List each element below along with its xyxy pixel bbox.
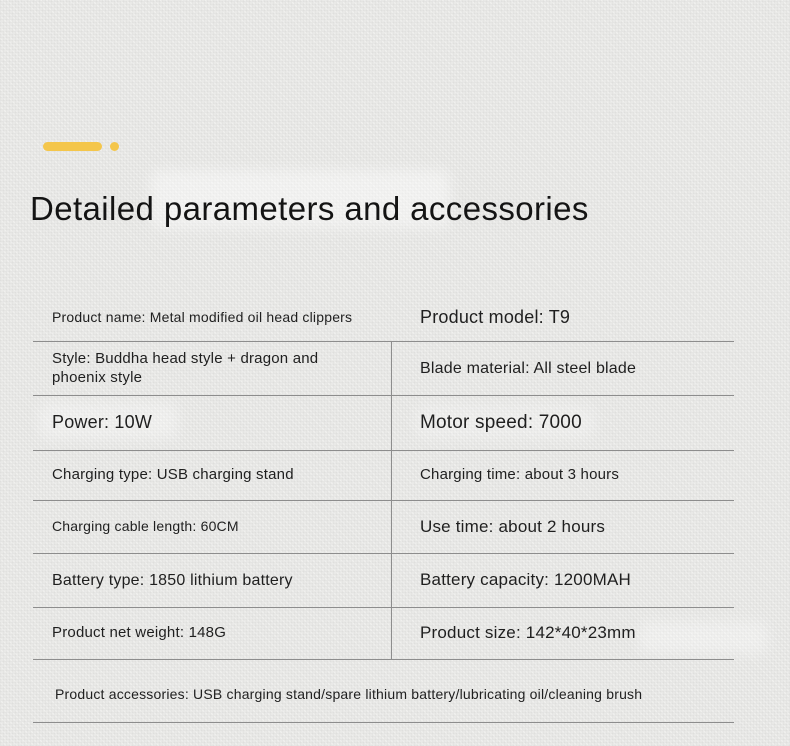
- spec-battery-type: Battery type: 1850 lithium battery: [52, 571, 293, 589]
- spec-product-net-weight: Product net weight: 148G: [52, 624, 227, 642]
- spec-style: [33, 342, 391, 395]
- spec-use-time: Use time: about 2 hours: [420, 516, 606, 536]
- page-title: Detailed parameters and accessories: [30, 190, 589, 227]
- spec-blade-material: Blade material: All steel blade: [420, 359, 637, 377]
- spec-product-accessories: Product accessories: USB charging stand/spare lithium battery/lubricating oil/cleaning brush: [33, 660, 734, 723]
- spec-row: [33, 396, 734, 451]
- spec-table: [33, 295, 734, 723]
- spec-charging-cable-length: Charging cable length: 60CM: [52, 518, 239, 535]
- spec-style-text: Style: Buddha head style + dragon and phoenix style: [52, 350, 319, 386]
- spec-charging-time: Charging time: about 3 hours: [420, 466, 620, 484]
- spec-battery-capacity: Battery capacity: 1200MAH: [420, 570, 631, 590]
- spec-row: [33, 608, 734, 660]
- spec-row: [33, 342, 734, 396]
- spec-product-name: Product name: Metal modified oil head clippers: [52, 309, 353, 326]
- spec-power: Power: 10W: [52, 412, 153, 433]
- accent-bar-icon: [43, 142, 102, 151]
- spec-motor-speed: Motor speed: 7000: [420, 412, 582, 434]
- spec-product-model: Product model: T9: [420, 307, 571, 328]
- accent-dot-icon: [110, 142, 119, 151]
- spec-row: [33, 451, 734, 501]
- spec-row: [33, 554, 734, 608]
- spec-row: [33, 295, 734, 342]
- spec-product-size: Product size: 142*40*23mm: [420, 623, 636, 643]
- column-divider: [391, 342, 392, 660]
- spec-row: [33, 501, 734, 554]
- spec-charging-type: Charging type: USB charging stand: [52, 466, 294, 484]
